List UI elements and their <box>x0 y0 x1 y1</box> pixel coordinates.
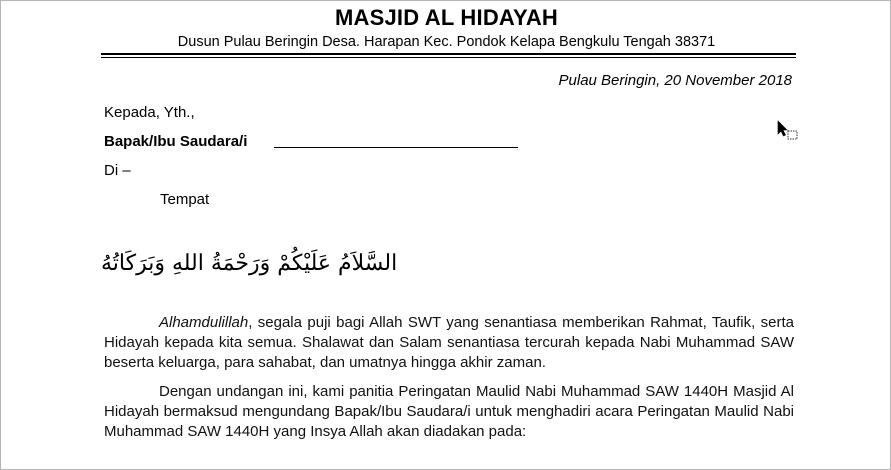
alhamdulillah-italic: Alhamdulillah <box>159 314 249 331</box>
recipient-greeting: Kepada, Yth., <box>104 104 195 121</box>
mosque-address: Dusun Pulau Beringin Desa. Harapan Kec. Pondok Kelapa Bengkulu Tengah 38371 <box>177 34 716 50</box>
header-rule-thick <box>101 53 796 55</box>
recipient-name-blank <box>274 147 518 148</box>
header-rule-thin <box>101 57 796 58</box>
recipient-di: Di – <box>104 162 131 179</box>
mouse-pointer-icon <box>777 120 801 144</box>
paragraph-2-text: Dengan undangan ini, kami panitia Peringatan Maulid Nabi Muhammad SAW 1440H Masjid Al Hidayah bermaksud mengundang Bapak/Ibu Saudara/i untuk menghadiri acara Peringatan Maulid Nabi Muhammad SAW 1440H yang Insya Allah akan diadakan pada: <box>104 383 794 440</box>
paragraph-1-text: , segala puji bagi Allah SWT yang senantiasa memberikan Rahmat, Taufik, serta Hidayah kepada kita semua. Shalawat dan Salam senantiasa tercurah kepada Nabi Muhammad SAW beserta keluarga, para sahabat, dan umatnya hingga akhir zaman. <box>104 314 794 371</box>
arabic-salam: السَّلاَمُ عَلَيْكُمْ وَرَحْمَةُ اللهِ وَبَرَكَاتُهُ <box>101 251 398 276</box>
recipient-place: Tempat <box>160 191 210 208</box>
body-paragraph-2 <box>104 382 794 442</box>
letter-date: Pulau Beringin, 20 November 2018 <box>558 72 792 89</box>
body-paragraph-1 <box>104 313 794 373</box>
recipient-label: Bapak/Ibu Saudara/i <box>104 133 248 150</box>
mosque-title: MASJID AL HIDAYAH <box>334 5 559 30</box>
